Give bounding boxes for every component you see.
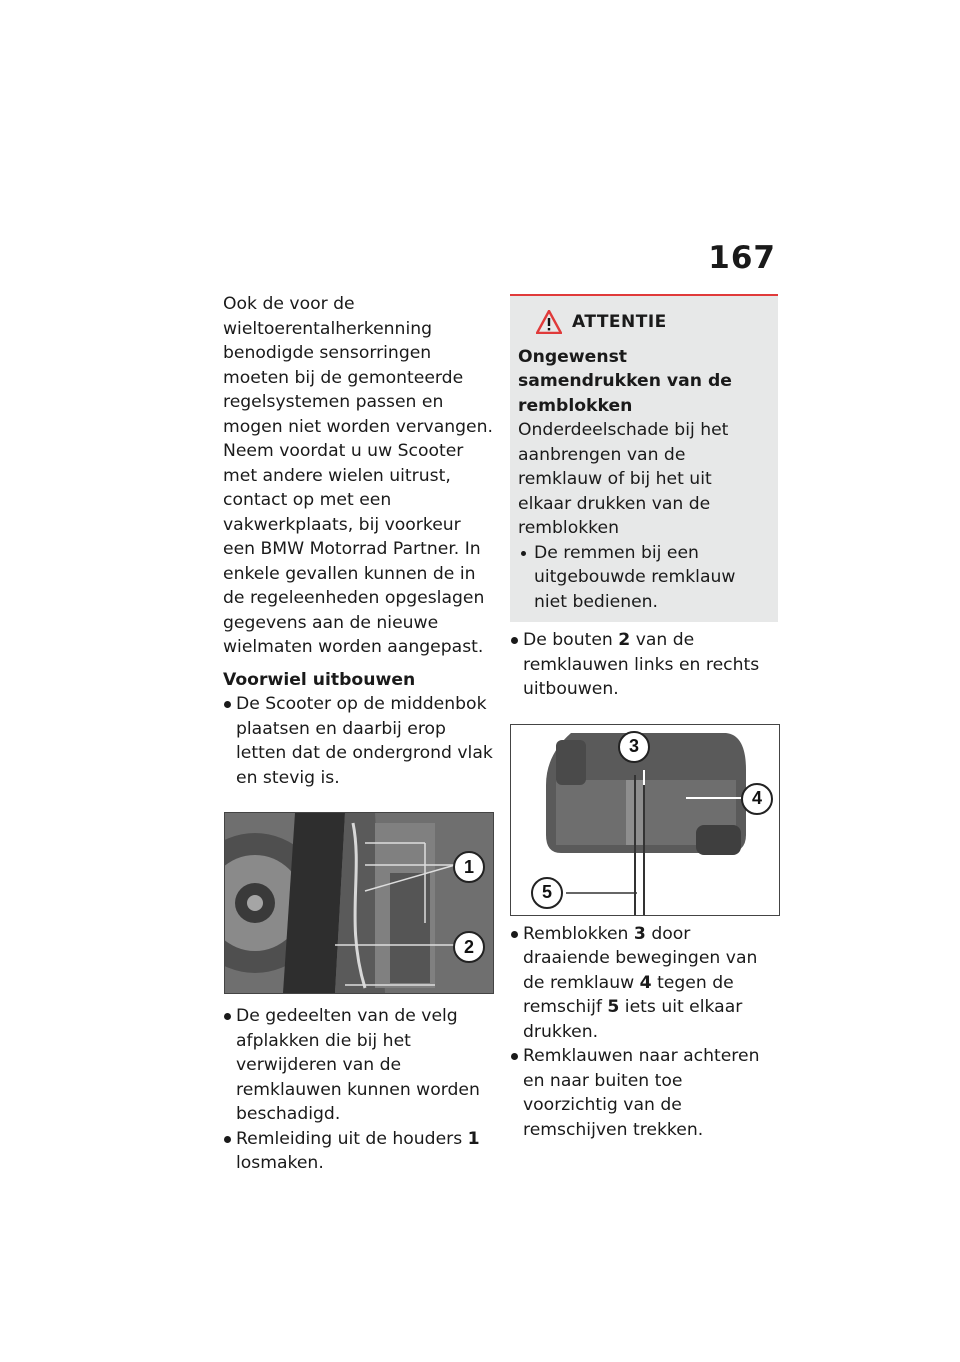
front-wheel-illustration — [225, 813, 493, 993]
callout-4: 4 — [741, 783, 773, 815]
text-fragment: iets uit elkaar drukken. — [523, 997, 743, 1042]
list-item — [510, 922, 778, 1045]
brake-caliper-figure — [510, 724, 780, 916]
callout-3: 3 — [618, 731, 650, 763]
text-fragment: losmaken. — [236, 1153, 324, 1173]
reference-number: 3 — [633, 923, 646, 944]
list-item — [510, 628, 778, 702]
bullet-list-1 — [223, 692, 495, 790]
callout-1: 1 — [453, 851, 485, 883]
paragraph-contact-workshop: Neem voordat u uw Scooter met andere wielen uitrust, contact op met een vakwerkplaats, bij voorkeur een BMW Motorrad Partner. In enkele gevallen kunnen de in de regeleenheden opgeslagen gegevens aan de nieuwe wielmaten worden aangepast. — [223, 441, 485, 657]
reference-number: 4 — [639, 972, 652, 993]
warning-box — [510, 294, 778, 622]
warning-triangle-icon — [536, 310, 562, 334]
warning-subheading: Ongewenst samendrukken van de remblokken — [518, 346, 732, 416]
text-fragment: De bouten — [523, 630, 619, 650]
list-item: De remmen bij een uitgebouwde remklauw niet bedienen. — [518, 541, 770, 615]
bullet-list-3 — [510, 628, 778, 702]
list-item: De gedeelten van de velg afplakken die bij het verwijderen van de remklauwen kunnen worden beschadigd. — [223, 1004, 495, 1127]
list-item — [223, 1127, 495, 1176]
bullet-list-4 — [510, 922, 778, 1143]
bullet-list-2 — [223, 1004, 495, 1176]
reference-number: 5 — [607, 997, 620, 1017]
page-number: 167 — [708, 240, 776, 276]
warning-text: Onderdeelschade bij het aanbrengen van de remklauw of bij het uit elkaar drukken van de remblokken — [518, 420, 729, 538]
text-fragment: door draaiende bewegingen van de remklauw — [523, 923, 758, 993]
warning-label: ATTENTIE — [572, 312, 667, 332]
warning-title — [518, 310, 770, 335]
paragraph-sensor-rings: Ook de voor de wieltoerentalherkenning benodigde sensorringen moeten bij de gemonteerde regelsystemen passen en mogen niet worden vervangen. — [223, 294, 493, 437]
text-fragment: tegen de remschijf — [523, 972, 734, 1017]
right-column — [510, 294, 778, 1142]
text-fragment: Remleiding uit de houders — [236, 1128, 468, 1149]
callout-2: 2 — [453, 931, 485, 963]
reference-number: 1 — [467, 1128, 480, 1149]
callout-5: 5 — [531, 877, 563, 909]
section-heading: Voorwiel uitbouwen — [223, 669, 416, 690]
text-fragment: Remblokken — [523, 923, 634, 944]
reference-number: 2 — [618, 630, 631, 650]
warning-bullets — [518, 541, 770, 615]
text-fragment: van de remklauwen links en rechts uitbouwen. — [523, 630, 760, 699]
front-wheel-figure — [224, 812, 494, 994]
left-column — [223, 292, 495, 1176]
list-item: Remklauwen naar achteren en naar buiten toe voorzichtig van de remschijven trekken. — [510, 1044, 778, 1142]
list-item: De Scooter op de middenbok plaatsen en daarbij erop letten dat de ondergrond vlak en stevig is. — [223, 692, 495, 790]
